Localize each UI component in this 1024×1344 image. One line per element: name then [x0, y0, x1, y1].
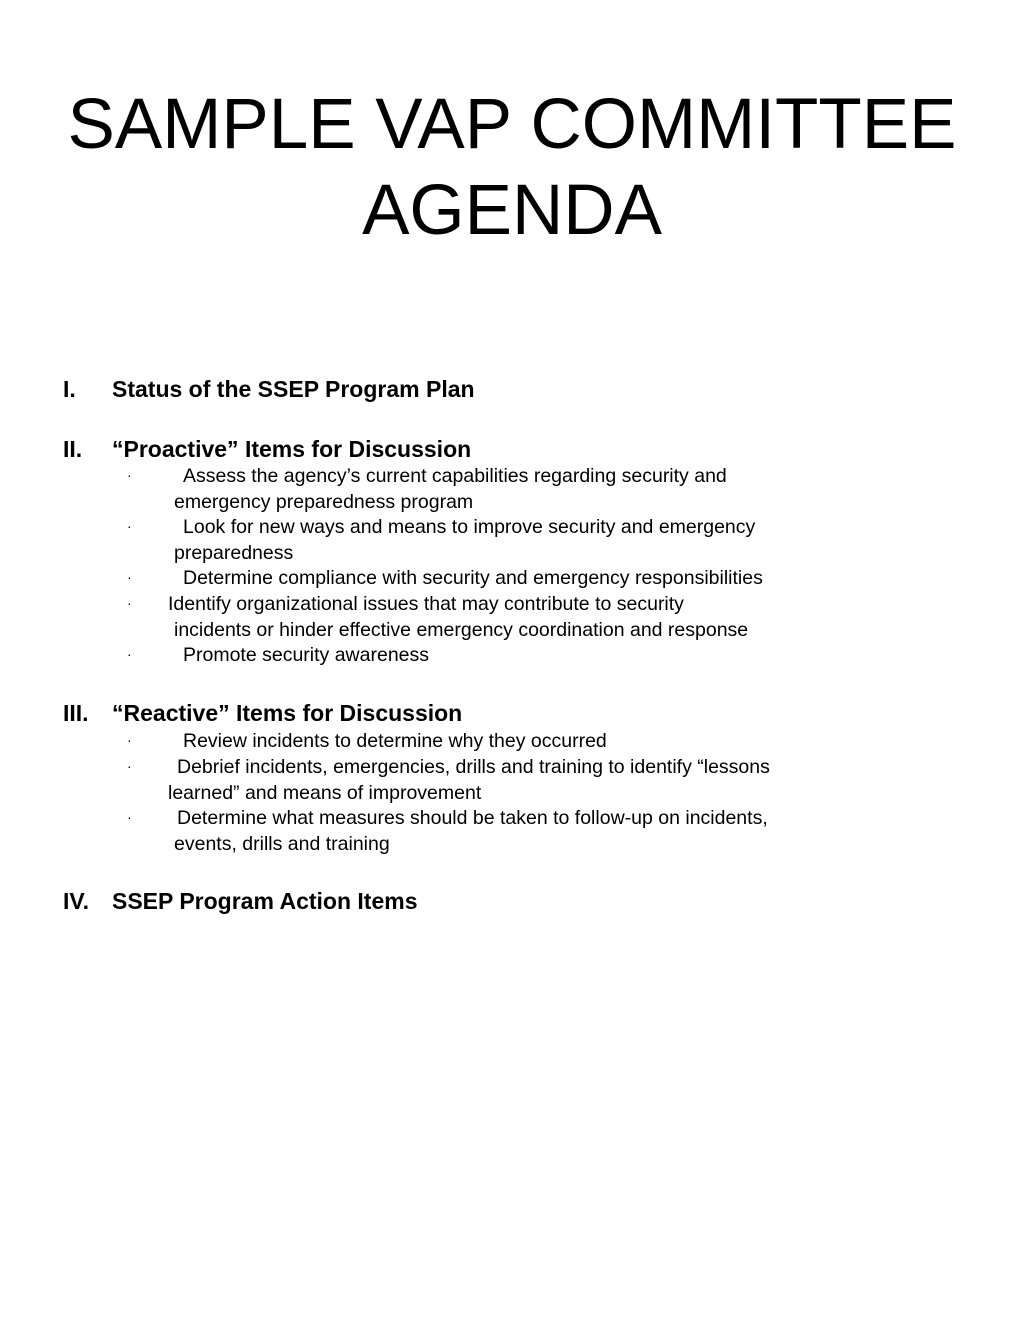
bullet-marker: ·: [127, 758, 132, 774]
section-heading-3: [63, 699, 462, 727]
section-numeral: III.: [63, 700, 89, 726]
section-heading-2: [63, 435, 471, 463]
section-numeral: II.: [63, 436, 83, 462]
list-item-text-line-1: Promote security awareness: [183, 644, 430, 666]
bullet-marker: ·: [127, 646, 132, 662]
list-item-text-line-2: incidents or hinder effective emergency coordination and response: [174, 618, 749, 641]
list-item-text-line-2: learned” and means of improvement: [168, 781, 482, 804]
title-line-2: AGENDA: [362, 171, 662, 250]
list-item-text-line-1: Debrief incidents, emergencies, drills and training to identify “lessons: [177, 756, 770, 778]
list-item-text-line-2: events, drills and training: [174, 832, 390, 855]
list-item-text-line-1: Review incidents to determine why they occurred: [183, 730, 607, 752]
list-item-text-line-2: emergency preparedness program: [174, 490, 474, 513]
bullet-marker: ·: [127, 732, 132, 748]
section-heading-1: [63, 375, 475, 403]
page-title: [0, 82, 1024, 254]
section-numeral: I.: [63, 376, 76, 402]
list-item-text-line-2: preparedness: [174, 541, 294, 564]
bullet-marker: ·: [127, 595, 132, 611]
bullet-marker: ·: [127, 809, 132, 825]
section-heading-text: Status of the SSEP Program Plan: [112, 376, 475, 402]
bullet-marker: ·: [127, 518, 132, 534]
list-item-text-line-1: Identify organizational issues that may contribute to security: [168, 593, 684, 615]
list-item-text-line-1: Determine what measures should be taken to follow-up on incidents,: [177, 807, 768, 829]
section-numeral: IV.: [63, 888, 90, 914]
section-heading-text: “Proactive” Items for Discussion: [112, 436, 472, 462]
section-heading-4: [63, 887, 417, 915]
bullet-marker: ·: [127, 467, 132, 483]
list-item-text-line-1: Assess the agency’s current capabilities regarding security and: [183, 465, 727, 487]
list-item-text-line-1: Look for new ways and means to improve security and emergency: [183, 516, 756, 538]
title-line-1: SAMPLE VAP COMMITTEE: [67, 85, 957, 164]
section-heading-text: “Reactive” Items for Discussion: [112, 700, 463, 726]
bullet-marker: ·: [127, 569, 132, 585]
list-item-text-line-1: Determine compliance with security and emergency responsibilities: [183, 567, 763, 589]
section-heading-text: SSEP Program Action Items: [112, 888, 418, 914]
